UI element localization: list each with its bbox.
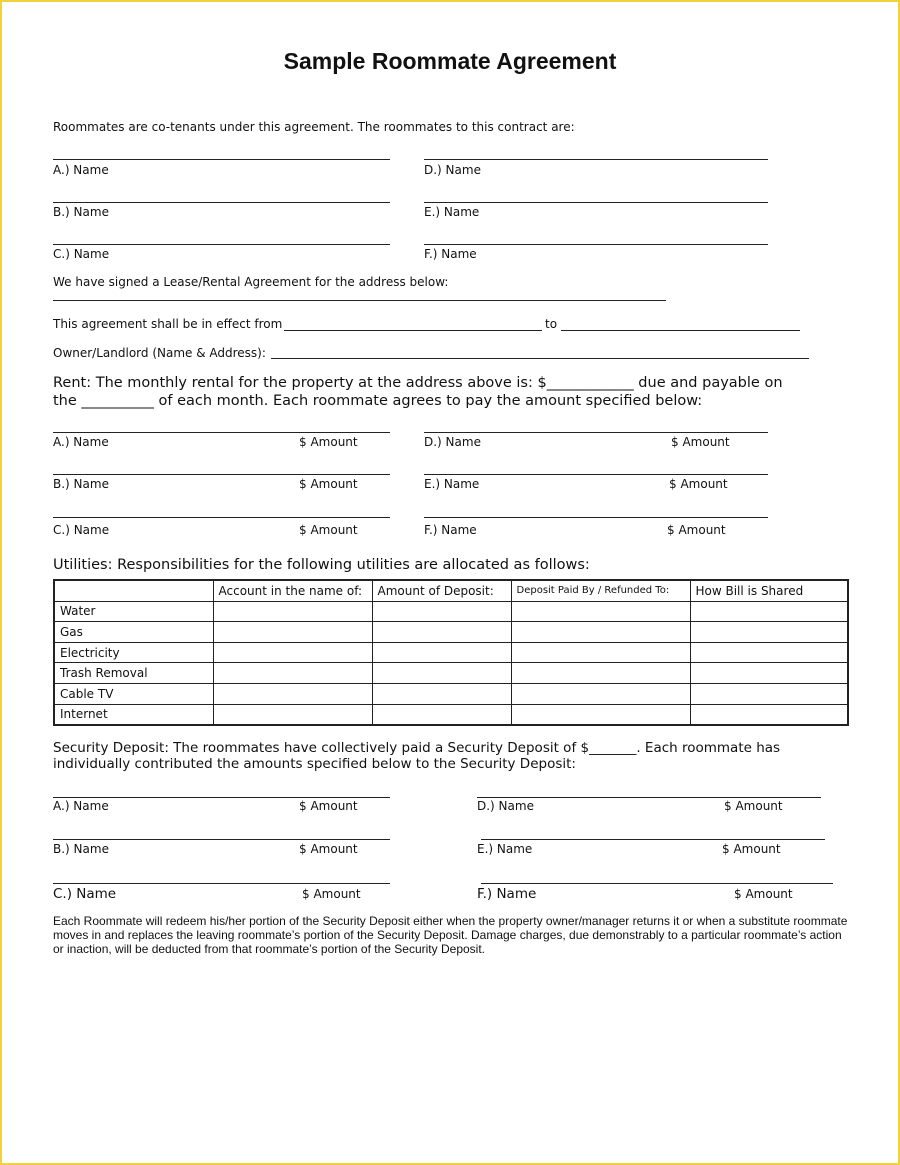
utilities-table — [53, 579, 849, 726]
roommate-c-label: C.) Name — [53, 247, 110, 261]
utilities-header-paid-by: Deposit Paid By / Refunded To: — [511, 580, 690, 601]
rent-line-b[interactable] — [53, 474, 390, 475]
utility-name: Water — [54, 601, 213, 622]
deposit-amount-b: $ Amount — [299, 842, 358, 856]
table-cell[interactable] — [511, 642, 690, 663]
utilities-header-shared: How Bill is Shared — [690, 580, 848, 601]
rent-line-d[interactable] — [424, 432, 768, 433]
table-row — [54, 663, 848, 684]
deposit-roommate-d: D.) Name — [477, 799, 534, 813]
table-cell[interactable] — [372, 704, 511, 725]
rent-line-2: the __________ of each month. Each roommate agrees to pay the amount specified below: — [53, 393, 703, 409]
table-cell[interactable] — [690, 622, 848, 643]
table-cell[interactable] — [213, 704, 372, 725]
deposit-line-c[interactable] — [53, 883, 390, 884]
rent-line-f[interactable] — [424, 517, 768, 518]
effect-from-line[interactable] — [284, 330, 542, 331]
table-cell[interactable] — [372, 663, 511, 684]
utility-name: Cable TV — [54, 683, 213, 704]
utilities-header-row — [54, 580, 848, 601]
name-line-c[interactable] — [53, 244, 390, 245]
effect-from-label: This agreement shall be in effect from — [53, 317, 283, 331]
utilities-header-deposit: Amount of Deposit: — [372, 580, 511, 601]
table-cell[interactable] — [213, 622, 372, 643]
deposit-roommate-c: C.) Name — [53, 886, 117, 902]
table-cell[interactable] — [213, 642, 372, 663]
table-cell[interactable] — [511, 622, 690, 643]
security-line-2: individually contributed the amounts specified below to the Security Deposit: — [53, 756, 576, 772]
lease-text: We have signed a Lease/Rental Agreement for the address below: — [53, 275, 449, 289]
utility-name: Trash Removal — [54, 663, 213, 684]
table-row — [54, 622, 848, 643]
deposit-line-f[interactable] — [481, 883, 833, 884]
table-row — [54, 683, 848, 704]
deposit-roommate-f: F.) Name — [477, 886, 537, 902]
roommate-b-label: B.) Name — [53, 205, 109, 219]
deposit-line-b[interactable] — [53, 839, 390, 840]
rent-amount-e: $ Amount — [669, 477, 728, 491]
rent-amount-c: $ Amount — [299, 523, 358, 537]
table-cell[interactable] — [690, 683, 848, 704]
rent-amount-f: $ Amount — [667, 523, 726, 537]
table-row — [54, 601, 848, 622]
deposit-amount-e: $ Amount — [722, 842, 781, 856]
effect-to-line[interactable] — [561, 330, 800, 331]
table-cell[interactable] — [213, 683, 372, 704]
table-cell[interactable] — [690, 663, 848, 684]
name-line-f[interactable] — [424, 244, 768, 245]
deposit-amount-d: $ Amount — [724, 799, 783, 813]
table-cell[interactable] — [511, 683, 690, 704]
utility-name: Electricity — [54, 642, 213, 663]
name-line-a[interactable] — [53, 159, 390, 160]
deposit-line-a[interactable] — [53, 797, 390, 798]
deposit-roommate-a: A.) Name — [53, 799, 109, 813]
table-cell[interactable] — [372, 601, 511, 622]
table-cell[interactable] — [511, 601, 690, 622]
table-cell[interactable] — [372, 622, 511, 643]
rent-roommate-c: C.) Name — [53, 523, 110, 537]
table-cell[interactable] — [690, 642, 848, 663]
table-cell[interactable] — [690, 601, 848, 622]
deposit-line-e[interactable] — [481, 839, 825, 840]
rent-line-a[interactable] — [53, 432, 390, 433]
table-cell[interactable] — [372, 683, 511, 704]
rent-amount-d: $ Amount — [671, 435, 730, 449]
deposit-roommate-b: B.) Name — [53, 842, 109, 856]
roommate-e-label: E.) Name — [424, 205, 480, 219]
rent-roommate-e: E.) Name — [424, 477, 480, 491]
table-cell[interactable] — [690, 704, 848, 725]
utility-name: Gas — [54, 622, 213, 643]
security-line-1: Security Deposit: The roommates have collectively paid a Security Deposit of $_______. Each roommate has — [53, 740, 781, 756]
rent-line-1: Rent: The monthly rental for the property at the address above is: $____________ due and payable on — [53, 375, 783, 391]
table-cell[interactable] — [511, 663, 690, 684]
roommate-f-label: F.) Name — [424, 247, 477, 261]
rent-amount-b: $ Amount — [299, 477, 358, 491]
utility-name: Internet — [54, 704, 213, 725]
deposit-amount-f: $ Amount — [734, 887, 793, 901]
rent-roommate-d: D.) Name — [424, 435, 481, 449]
utilities-header-blank — [54, 580, 213, 601]
rent-amount-a: $ Amount — [299, 435, 358, 449]
page-title: Sample Roommate Agreement — [283, 48, 617, 74]
rent-line-e[interactable] — [424, 474, 768, 475]
utilities-header-account: Account in the name of: — [213, 580, 372, 601]
deposit-amount-a: $ Amount — [299, 799, 358, 813]
rent-roommate-b: B.) Name — [53, 477, 109, 491]
rent-roommate-a: A.) Name — [53, 435, 109, 449]
name-line-e[interactable] — [424, 202, 768, 203]
table-cell[interactable] — [511, 704, 690, 725]
table-row — [54, 704, 848, 725]
address-line[interactable] — [53, 300, 666, 301]
table-cell[interactable] — [213, 663, 372, 684]
rent-line-c[interactable] — [53, 517, 390, 518]
intro-text: Roommates are co-tenants under this agreement. The roommates to this contract are: — [53, 120, 575, 134]
roommate-d-label: D.) Name — [424, 163, 481, 177]
owner-label: Owner/Landlord (Name & Address): — [53, 346, 266, 360]
rent-roommate-f: F.) Name — [424, 523, 477, 537]
name-line-d[interactable] — [424, 159, 768, 160]
closing-paragraph: Each Roommate will redeem his/her portion of the Security Deposit either when the property owner/manager returns it or when a substitute roommate moves in and replaces the leaving roommate’s portion of the Security Deposit. Damage charges, due demonstrably to a particular roommate’s action or inaction, will be deducted from that roommate’s portion of the Security Deposit. — [53, 914, 848, 956]
name-line-b[interactable] — [53, 202, 390, 203]
owner-line[interactable] — [271, 358, 809, 359]
deposit-line-d[interactable] — [477, 797, 821, 798]
table-cell[interactable] — [213, 601, 372, 622]
utilities-heading: Utilities: Responsibilities for the following utilities are allocated as follows: — [53, 557, 590, 573]
roommate-a-label: A.) Name — [53, 163, 109, 177]
deposit-amount-c: $ Amount — [302, 887, 361, 901]
deposit-roommate-e: E.) Name — [477, 842, 533, 856]
table-row — [54, 642, 848, 663]
effect-to-label: to — [545, 317, 558, 331]
table-cell[interactable] — [372, 642, 511, 663]
